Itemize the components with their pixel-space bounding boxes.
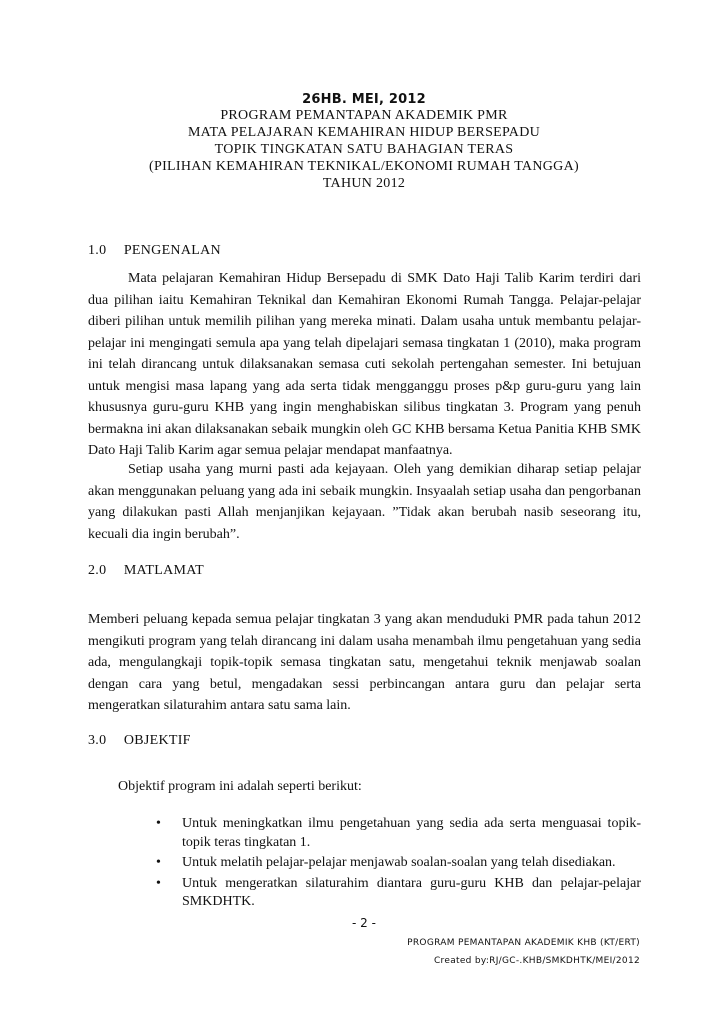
- footer-program-title: PROGRAM PEMANTAPAN AKADEMIK KHB (KT/ERT): [407, 938, 640, 948]
- section-number: 3.0: [88, 733, 107, 748]
- section-number: 2.0: [88, 563, 107, 578]
- section-heading-objective: [88, 733, 191, 749]
- section-number: 1.0: [88, 243, 107, 258]
- section-title: OBJEKTIF: [123, 733, 191, 748]
- document-date: 26HB. MEI, 2012: [302, 92, 426, 107]
- list-item-text: Untuk melatih pelajar-pelajar menjawab soalan-soalan yang telah disediakan.: [182, 855, 616, 870]
- list-item-text: Untuk mengeratkan silaturahim diantara guru-guru KHB dan pelajar-pelajar SMKDHTK.: [182, 875, 641, 909]
- section-heading-intro: [88, 243, 221, 259]
- list-item-text: Untuk meningkatkan ilmu pengetahuan yang sedia ada serta menguasai topik-topik teras tingkatan 1.: [182, 816, 641, 850]
- intro-paragraph-2: Setiap usaha yang murni pasti ada kejayaan. Oleh yang demikian diharap setiap pelajar akan menggunakan peluang yang ada ini sebaik mungkin. Insyaalah setiap usaha dan pengorbanan yang dilakukan pasti Allah menjanjikan kejayaan. ”Tidak akan berubah nasib seseorang itu, kecuali dia ingin berubah”.: [88, 462, 641, 542]
- title-line-topic: TOPIK TINGKATAN SATU BAHAGIAN TERAS: [214, 142, 514, 157]
- bullet-icon: •: [156, 875, 161, 891]
- bullet-icon: •: [156, 855, 161, 870]
- objective-intro: Objektif program ini adalah seperti berikut:: [118, 779, 362, 794]
- title-line-year: TAHUN 2012: [322, 176, 406, 191]
- footer-credit: Created by:RJ/GC-.KHB/SMKDHTK/MEI/2012: [433, 956, 640, 966]
- bullet-icon: •: [156, 816, 161, 831]
- section-heading-goal: [88, 563, 204, 579]
- title-line-program: PROGRAM PEMANTAPAN AKADEMIK PMR: [220, 108, 508, 123]
- title-line-option: (PILIHAN KEMAHIRAN TEKNIKAL/EKONOMI RUMAH TANGGA): [149, 159, 579, 174]
- page-number: - 2 -: [352, 916, 376, 930]
- title-line-subject: MATA PELAJARAN KEMAHIRAN HIDUP BERSEPADU: [187, 125, 541, 140]
- objective-list: [152, 815, 641, 912]
- section-title: MATLAMAT: [123, 563, 204, 578]
- list-item: [152, 815, 641, 852]
- intro-paragraph-1: Mata pelajaran Kemahiran Hidup Bersepadu di SMK Dato Haji Talib Karim terdiri dari dua pilihan iaitu Kemahiran Teknikal dan Kemahiran Ekonomi Rumah Tangga. Pelajar-pelajar diberi pilihan untuk memilih pilihan yang mereka minati. Dalam usaha untuk membantu pelajar-pelajar ini mengingati semula apa yang telah dipelajari semasa tingkatan 1 (2010), maka program ini telah dirancang untuk dilaksanakan semasa cuti sekolah pertengahan semester. Ini betujuan untuk mengisi masa lapang yang ada serta tidak mengganggu proses p&p guru-guru yang lain khususnya guru-guru KHB yang ingin menghabiskan silibus tingkatan 3. Program yang penuh bermakna ini akan dilaksanakan sebaik mungkin oleh GC KHB bersama Ketua Panitia KHB SMK Dato Haji Talib Karim agar semua pelajar mendapat manfaatnya.: [88, 271, 641, 458]
- list-item: [152, 875, 641, 912]
- goal-paragraph: Memberi peluang kepada semua pelajar tingkatan 3 yang akan menduduki PMR pada tahun 2012 mengikuti program yang telah dirancang ini dalam usaha menambah ilmu pengetahuan yang sedia ada, mengulangkaji topik-topik semasa tingkatan satu, mengetahui teknik menjawab soalan dengan cara yang betul, mengadakan sessi perbincangan antara guru dan pelajar serta mengeratkan silaturahim antara satu sama lain.: [88, 612, 641, 713]
- section-title: PENGENALAN: [123, 243, 221, 258]
- list-item: [152, 854, 641, 873]
